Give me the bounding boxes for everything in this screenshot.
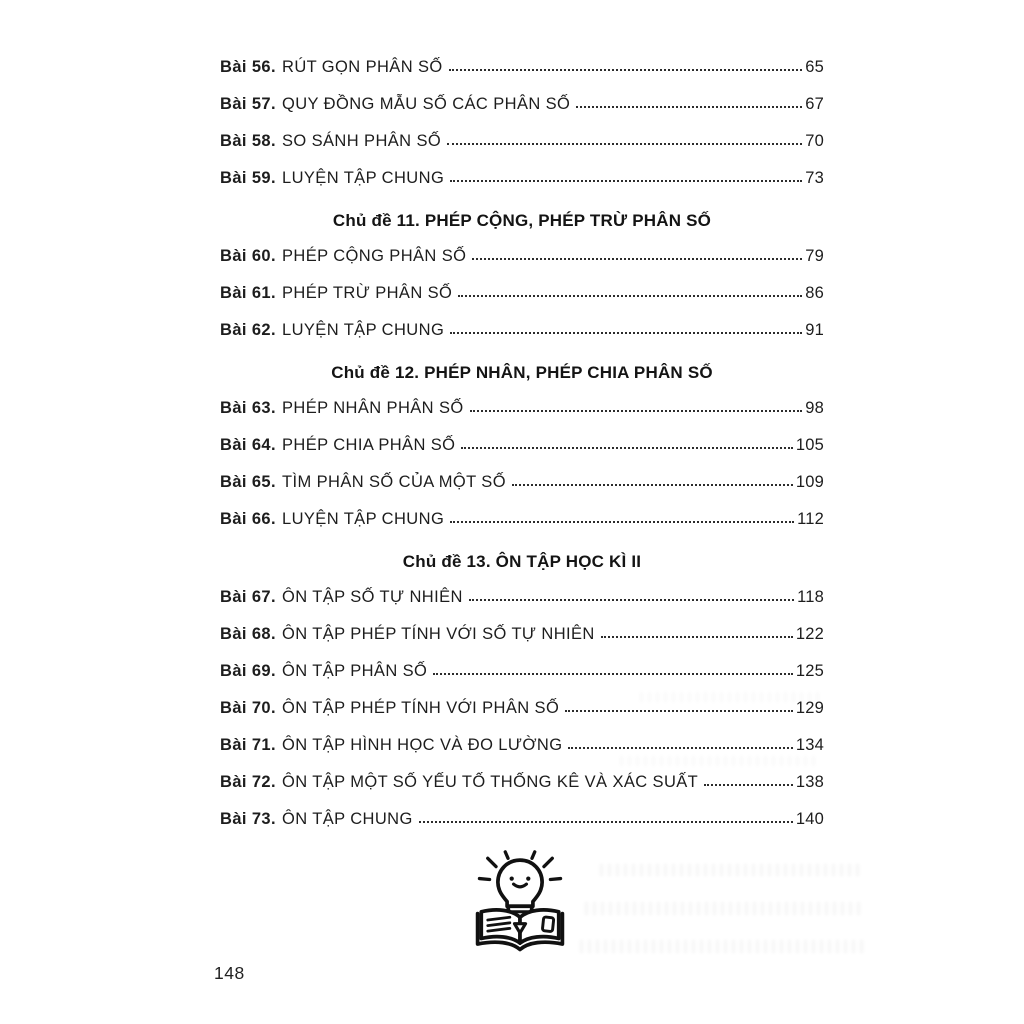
toc-entry — [220, 580, 824, 617]
toc-entry — [220, 239, 824, 276]
dotted-leader — [419, 821, 793, 823]
dotted-leader — [469, 599, 794, 601]
toc-entry — [220, 391, 824, 428]
entry-page-number: 112 — [797, 510, 824, 528]
entry-page-number: 118 — [797, 588, 824, 606]
entry-page-number: 98 — [805, 399, 824, 417]
entry-page-number: 65 — [805, 58, 824, 76]
entry-label: Bài 61. — [220, 284, 276, 302]
dotted-leader — [470, 410, 803, 412]
bulb-eye-left — [510, 876, 514, 880]
section-heading: Chủ đề 11. PHÉP CỘNG, PHÉP TRỪ PHÂN SỐ — [332, 210, 712, 230]
entry-title: ÔN TẬP PHÂN SỐ — [282, 662, 428, 680]
page-number: 148 — [214, 963, 245, 983]
entry-title: ÔN TẬP PHÉP TÍNH VỚI PHÂN SỐ — [282, 699, 560, 717]
entry-title: ÔN TẬP PHÉP TÍNH VỚI SỐ TỰ NHIÊN — [282, 625, 595, 643]
dotted-leader — [565, 710, 793, 712]
dotted-leader — [601, 636, 793, 638]
bulb-eye-right — [526, 876, 530, 880]
dotted-leader — [447, 143, 802, 145]
lightbulb-over-open-book-icon — [450, 850, 590, 956]
entry-label: Bài 65. — [220, 473, 276, 491]
entry-title: LUYỆN TẬP CHUNG — [282, 169, 445, 187]
entry-title: PHÉP CHIA PHÂN SỐ — [282, 436, 456, 454]
bleedthrough-smudge — [580, 940, 865, 953]
entry-title: TÌM PHÂN SỐ CỦA MỘT SỐ — [282, 473, 506, 491]
toc-entry — [220, 50, 824, 87]
entry-title: LUYỆN TẬP CHUNG — [282, 510, 445, 528]
toc-entry — [220, 654, 824, 691]
entry-label: Bài 67. — [220, 588, 276, 606]
dotted-leader — [449, 69, 803, 71]
entry-label: Bài 66. — [220, 510, 276, 528]
section-heading: Chủ đề 12. PHÉP NHÂN, PHÉP CHIA PHÂN SỐ — [331, 362, 713, 382]
entry-title: PHÉP TRỪ PHÂN SỐ — [282, 284, 453, 302]
entry-page-number: 134 — [795, 736, 824, 754]
toc-entry — [220, 428, 824, 465]
entry-label: Bài 60. — [220, 247, 276, 265]
entry-page-number: 67 — [805, 95, 824, 113]
entry-title: SO SÁNH PHÂN SỐ — [282, 132, 442, 150]
section-heading: Chủ đề 13. ÔN TẬP HỌC KÌ II — [402, 551, 642, 571]
entry-label: Bài 73. — [220, 810, 276, 828]
dotted-leader — [704, 784, 793, 786]
bleedthrough-smudge — [585, 902, 865, 915]
dotted-leader — [512, 484, 793, 486]
dotted-leader — [461, 447, 792, 449]
entry-title: QUY ĐỒNG MẪU SỐ CÁC PHÂN SỐ — [282, 95, 571, 113]
entry-title: PHÉP CỘNG PHÂN SỐ — [282, 247, 467, 265]
bleedthrough-smudge — [600, 864, 860, 876]
toc-entry — [220, 691, 824, 728]
page-tag — [542, 917, 554, 932]
toc-entry — [220, 124, 824, 161]
dotted-leader — [472, 258, 802, 260]
toc-entry — [220, 161, 824, 198]
bulb-glass — [498, 860, 542, 906]
table-of-contents — [220, 50, 824, 839]
dotted-leader — [568, 747, 792, 749]
entry-page-number: 91 — [805, 321, 824, 339]
entry-page-number: 105 — [795, 436, 824, 454]
entry-page-number: 73 — [805, 169, 824, 187]
entry-title: LUYỆN TẬP CHUNG — [282, 321, 445, 339]
entry-page-number: 109 — [795, 473, 824, 491]
entry-label: Bài 62. — [220, 321, 276, 339]
dotted-leader — [576, 106, 802, 108]
entry-page-number: 122 — [795, 625, 824, 643]
dotted-leader — [458, 295, 802, 297]
toc-entry — [220, 87, 824, 124]
entry-label: Bài 63. — [220, 399, 276, 417]
toc-entry — [220, 728, 824, 765]
entry-label: Bài 64. — [220, 436, 276, 454]
entry-page-number: 79 — [805, 247, 824, 265]
entry-label: Bài 57. — [220, 95, 276, 113]
entry-page-number: 86 — [805, 284, 824, 302]
entry-page-number: 125 — [795, 662, 824, 680]
entry-label: Bài 68. — [220, 625, 276, 643]
entry-label: Bài 72. — [220, 773, 276, 791]
entry-label: Bài 56. — [220, 58, 276, 76]
entry-label: Bài 59. — [220, 169, 276, 187]
entry-title: ÔN TẬP SỐ TỰ NHIÊN — [282, 588, 463, 606]
entry-page-number: 70 — [805, 132, 824, 150]
entry-title: RÚT GỌN PHÂN SỐ — [282, 58, 443, 76]
toc-entry — [220, 465, 824, 502]
toc-entry — [220, 765, 824, 802]
toc-entry — [220, 313, 824, 350]
dotted-leader — [450, 180, 802, 182]
dotted-leader — [450, 332, 802, 334]
toc-entry — [220, 802, 824, 839]
entry-label: Bài 71. — [220, 736, 276, 754]
entry-title: ÔN TẬP MỘT SỐ YẾU TỐ THỐNG KÊ VÀ XÁC SUẤT — [282, 773, 699, 791]
entry-label: Bài 58. — [220, 132, 276, 150]
entry-title: ÔN TẬP HÌNH HỌC VÀ ĐO LƯỜNG — [282, 736, 563, 754]
entry-page-number: 140 — [795, 810, 824, 828]
entry-title: PHÉP NHÂN PHÂN SỐ — [282, 399, 464, 417]
entry-label: Bài 70. — [220, 699, 276, 717]
toc-entry — [220, 276, 824, 313]
toc-entry — [220, 502, 824, 539]
entry-title: ÔN TẬP CHUNG — [282, 810, 413, 828]
dotted-leader — [450, 521, 794, 523]
toc-entry — [220, 617, 824, 654]
dotted-leader — [433, 673, 793, 675]
entry-label: Bài 69. — [220, 662, 276, 680]
entry-page-number: 129 — [795, 699, 824, 717]
entry-page-number: 138 — [795, 773, 824, 791]
